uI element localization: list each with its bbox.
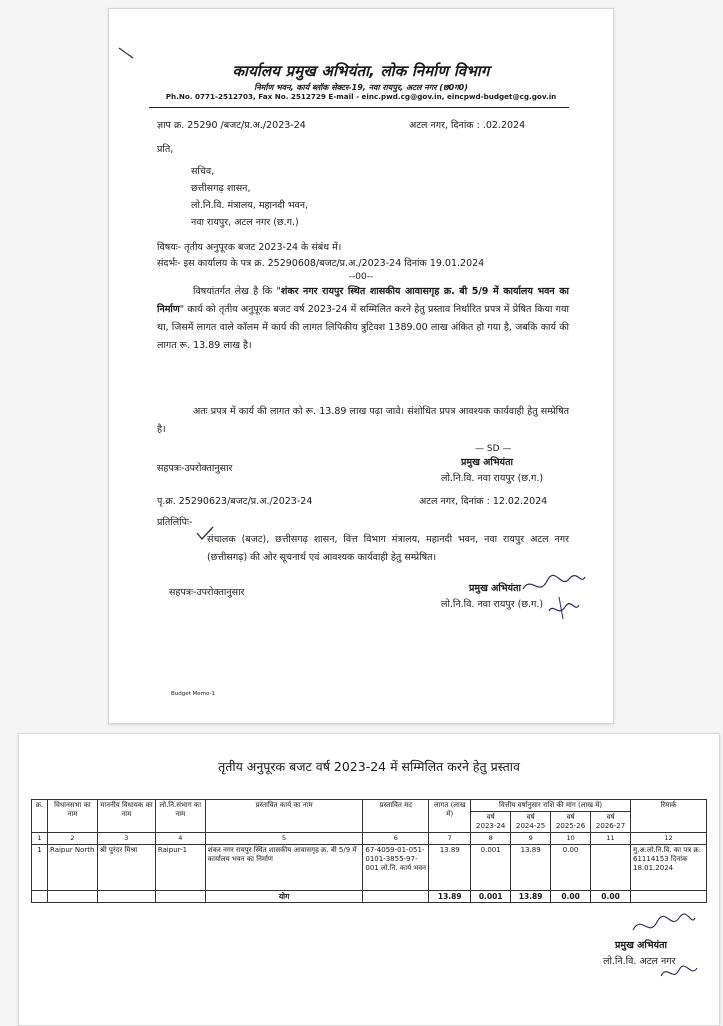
total-row (32, 891, 707, 903)
total-empty-cell (47, 891, 97, 903)
year-label: वर्ष (606, 813, 615, 821)
year-value: 2026-27 (595, 822, 626, 830)
table-row (32, 845, 707, 891)
cell-constituency: Raipur North (47, 845, 97, 891)
year-label: वर्ष (486, 813, 495, 821)
cell-year-1: 0.001 (471, 845, 511, 891)
header-cost: लागत (लाख में) (429, 800, 471, 833)
cell-year-4 (591, 845, 631, 891)
work-name-bold: शंकर नगर रायपुर स्थित शासकीय आवासगृह क्र. बी 5/9 में कार्यालय भवन का निर्माण (157, 286, 569, 315)
total-empty-cell (155, 891, 205, 903)
year-header (511, 812, 551, 833)
year-header (591, 812, 631, 833)
signed-marker: — SD — (475, 444, 512, 454)
column-number: 7 (429, 833, 471, 845)
total-year-1: 0.001 (471, 891, 511, 903)
addressee-line: छत्तीसगढ़ शासन, (191, 183, 251, 194)
office-address: निर्माण भवन, कार्य ब्लॉक सेक्टर-19, नवा रायपुर, अटल नगर (छ0ग0) (254, 83, 468, 92)
cell-remarks: मु.अ.लो.नि.वि. का पत्र क्र. 61114153 दिनांक 18.01.2024 (631, 845, 707, 891)
addressee-line: सचिव, (191, 166, 215, 177)
column-number: 6 (363, 833, 429, 845)
signatory-department-2: लो.नि.वि. नवा रायपुर (छ.ग.) (441, 599, 544, 610)
total-label: योग (205, 891, 363, 903)
footer-tag: Budget Memo-1 (171, 691, 215, 697)
total-empty-cell (363, 891, 429, 903)
column-number-row (32, 833, 707, 845)
column-number: 8 (471, 833, 511, 845)
office-contact: Ph.No. 0771-2512703, Fax No. 2512729 E-mail - einc.pwd.cg@gov.in, eincpwd-budget@cg.gov.in (165, 92, 557, 101)
letterhead-divider (149, 107, 569, 108)
header-remarks: रिमार्क (631, 800, 707, 833)
signature-icon (629, 910, 699, 944)
year-value: 2024-25 (516, 822, 546, 830)
memo-reference: ज्ञाप क्र. 25290 /बजट/प्र.अ./2023-24 (157, 120, 306, 131)
copy-recipient-text: संचालक (बजट), छत्तीसगढ़ शासन, वित्त विभाग मंत्रालय, महानदी भवन, नवा रायपुर अटल नगर (छत्तीसगढ़) की ओर सूचनार्थ एवं आवश्यक कार्यवाही हेतु सम्प्रेषित। (207, 534, 569, 563)
enclosure-note: सहपत्रः-उपरोक्तानुसार (157, 463, 233, 474)
proposal-page (18, 733, 720, 1026)
column-number: 12 (631, 833, 707, 845)
year-label: वर्ष (526, 813, 535, 821)
separator: --00-- (348, 272, 374, 282)
copy-label: प्रतिलिपिः- (157, 517, 193, 528)
total-empty-cell (32, 891, 48, 903)
total-cost: 13.89 (429, 891, 471, 903)
cell-year-2: 13.89 (511, 845, 551, 891)
signature-icon (519, 571, 589, 623)
proposal-table (31, 799, 707, 903)
year-label: वर्ष (566, 813, 575, 821)
to-label: प्रति, (157, 144, 174, 155)
total-year-4: 0.00 (591, 891, 631, 903)
table-header-row (32, 800, 707, 812)
proposal-signatory-department: लो.नि.वि. अटल नगर (603, 956, 676, 967)
subject-line: विषयः- तृतीय अनुपूरक बजट 2023-24 के संबंध में। (157, 242, 342, 253)
year-header (471, 812, 511, 833)
header-sr: क्र. (32, 800, 48, 833)
letter-page (108, 8, 614, 724)
header-constituency: विधानसभा का नाम (47, 800, 97, 833)
signatory-title: प्रमुख अभियंता (461, 457, 513, 468)
endorsement-place-date: अटल नगर, दिनांक : 12.02.2024 (419, 496, 548, 507)
cell-sr: 1 (32, 845, 48, 891)
office-title: कार्यालय प्रमुख अभियंता, लोक निर्माण विभाग (232, 62, 490, 80)
pen-mark-icon (117, 46, 135, 60)
column-number: 10 (551, 833, 591, 845)
total-empty-cell (97, 891, 155, 903)
cell-cost: 13.89 (429, 845, 471, 891)
column-number: 11 (591, 833, 631, 845)
column-number: 1 (32, 833, 48, 845)
header-work: प्रस्तावित कार्य का नाम (205, 800, 363, 833)
column-number: 4 (155, 833, 205, 845)
cell-head: 67-4059-01-051-0101-3855-97-001 लो.नि. कार्य भवन (363, 845, 429, 891)
year-value: 2023-24 (476, 822, 506, 830)
memo-place-date: अटल नगर, दिनांक : .02.2024 (409, 120, 526, 131)
addressee-line: लो.नि.वि. मंत्रालय, महानदी भवन, (191, 200, 309, 211)
header-mla: माननीय विधायक का नाम (97, 800, 155, 833)
signatory-title-2: प्रमुख अभियंता (469, 583, 521, 594)
year-header (551, 812, 591, 833)
column-number: 5 (205, 833, 363, 845)
header-circle: लो.नि.संभाग का नाम (155, 800, 205, 833)
total-year-2: 13.89 (511, 891, 551, 903)
column-number: 9 (511, 833, 551, 845)
signatory-department: लो.नि.वि. नवा रायपुर (छ.ग.) (441, 473, 544, 484)
proposal-signatory-title: प्रमुख अभियंता (615, 940, 667, 951)
enclosure-note-2: सहपत्रः-उपरोक्तानुसार (169, 587, 245, 598)
total-year-3: 0.00 (551, 891, 591, 903)
body-text: " कार्य को तृतीय अनुपूरक बजट वर्ष 2023-24 में सम्मिलित करने हेतु प्रस्ताव निर्धारित प्रपत्र में प्रेषित किया गया था, जिसमें लागत वाले कॉलम में कार्य की लागत लिपिकीय त्रुटिवश 1389.00 लाख अंकित हो गया है, जबकि कार्य की लागत रू. 13.89 लाख है। (157, 304, 569, 351)
addressee-line: नवा रायपुर, अटल नगर (छ.ग.) (191, 217, 299, 228)
body-paragraph-2: अतः प्रपत्र में कार्य की लागत को रू. 13.89 लाख पढ़ा जावे। संशोधित प्रपत्र आवश्यक कार्यवाही हेतु सम्प्रेषित है। (157, 406, 569, 435)
column-number: 3 (97, 833, 155, 845)
cell-circle: Raipur-1 (155, 845, 205, 891)
endorsement-reference: पृ.क्र. 25290623/बजट/प्र.अ./2023-24 (157, 496, 313, 507)
proposal-title: तृतीय अनुपूरक बजट वर्ष 2023-24 में सम्मिलित करने हेतु प्रस्ताव (218, 759, 520, 774)
year-value: 2025-26 (555, 822, 586, 830)
body-paragraph-1 (157, 283, 569, 355)
column-number: 2 (47, 833, 97, 845)
cell-year-3: 0.00 (551, 845, 591, 891)
cell-work: शंकर नगर रायपुर स्थित शासकीय आवासगृह क्र. बी 5/9 में कार्यालय भवन का निर्माण (205, 845, 363, 891)
header-head: प्रस्तावित मद (363, 800, 429, 833)
cell-mla: श्री पुरंदर मिश्रा (97, 845, 155, 891)
initials-icon (659, 962, 699, 984)
total-empty-cell (631, 891, 707, 903)
body-text: विषयांतर्गत लेख है कि " (193, 286, 281, 297)
reference-line: संदर्भः- इस कार्यालय के पत्र क्र. 25290608/बजट/प्र.अ./2023-24 दिनांक 19.01.2024 (157, 258, 485, 269)
header-demand-group: वित्तीय वर्षानुसार राशि की मांग (लाख में) (471, 800, 631, 812)
